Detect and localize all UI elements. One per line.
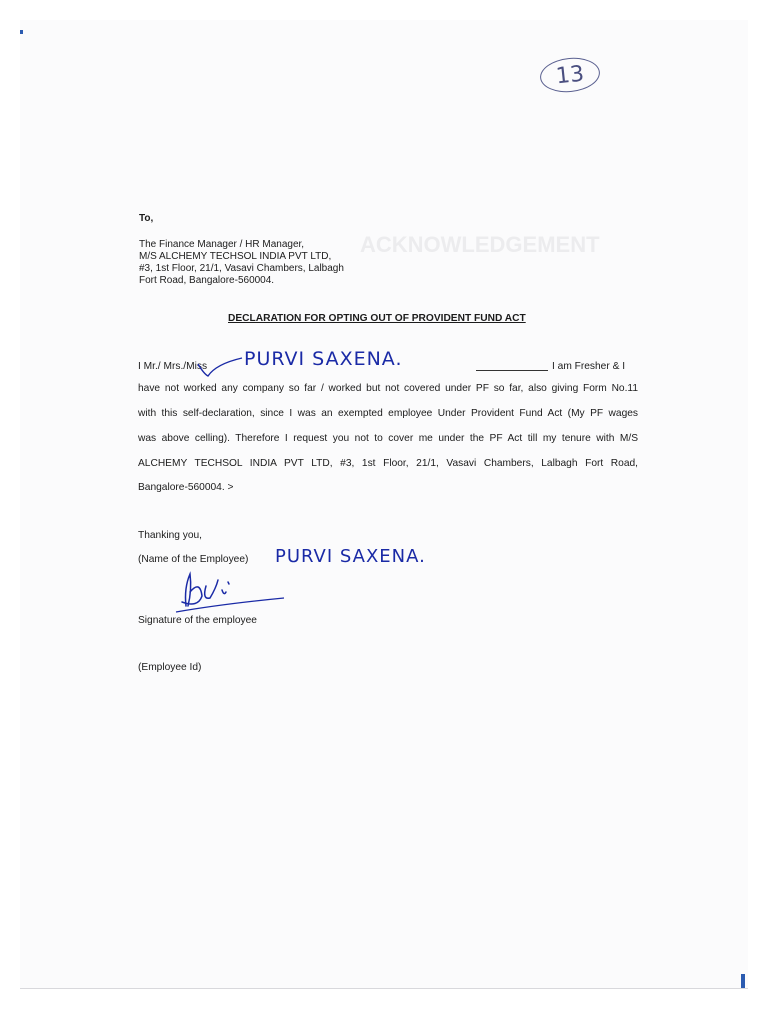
employee-id-label: (Employee Id) — [138, 662, 202, 673]
body-line: Bangalore-560004. > — [138, 482, 234, 493]
page-number: 13 — [538, 55, 601, 95]
scan-mark — [20, 30, 23, 34]
handwritten-employee-name: PURVI SAXENA. — [275, 546, 426, 567]
name-suffix: I am Fresher & I — [552, 361, 626, 372]
thanks-text: Thanking you, — [138, 530, 202, 541]
bleed-through-heading: ACKNOWLEDGEMENT — [360, 232, 600, 257]
body-line: ALCHEMY TECHSOL INDIA PVT LTD, #3, 1st Floor, 21/1, Vasavi Chambers, Lalbagh Fort Road, — [138, 458, 638, 469]
scanned-page — [20, 20, 748, 989]
employee-name-label: (Name of the Employee) — [138, 554, 249, 565]
signature-icon — [172, 566, 287, 616]
address-line: Fort Road, Bangalore-560004. — [139, 275, 275, 286]
body-line: with this self-declaration, since I was an exempted employee Under Provident Fund Act (My PF wages — [138, 408, 638, 419]
handwritten-name: PURVI SAXENA. — [244, 348, 403, 370]
scan-mark — [741, 974, 745, 988]
body-line: have not worked any company so far / worked but not covered under PF so far, also giving Form No.11 — [138, 383, 638, 394]
signature-label: Signature of the employee — [138, 615, 257, 626]
address-line: #3, 1st Floor, 21/1, Vasavi Chambers, Lalbagh — [139, 263, 344, 274]
name-underline — [476, 370, 548, 371]
address-line: M/S ALCHEMY TECHSOL INDIA PVT LTD, — [139, 251, 332, 262]
address-line: The Finance Manager / HR Manager, — [139, 239, 305, 250]
name-prefix: I Mr./ Mrs./Miss — [138, 361, 208, 372]
declaration-title: DECLARATION FOR OPTING OUT OF PROVIDENT FUND ACT — [228, 313, 526, 324]
salutation: To, — [139, 213, 154, 224]
checkmark-icon — [196, 356, 244, 378]
body-line: was above celling). Therefore I request you not to cover me under the PF Act till my tenure with M/S — [138, 433, 638, 444]
